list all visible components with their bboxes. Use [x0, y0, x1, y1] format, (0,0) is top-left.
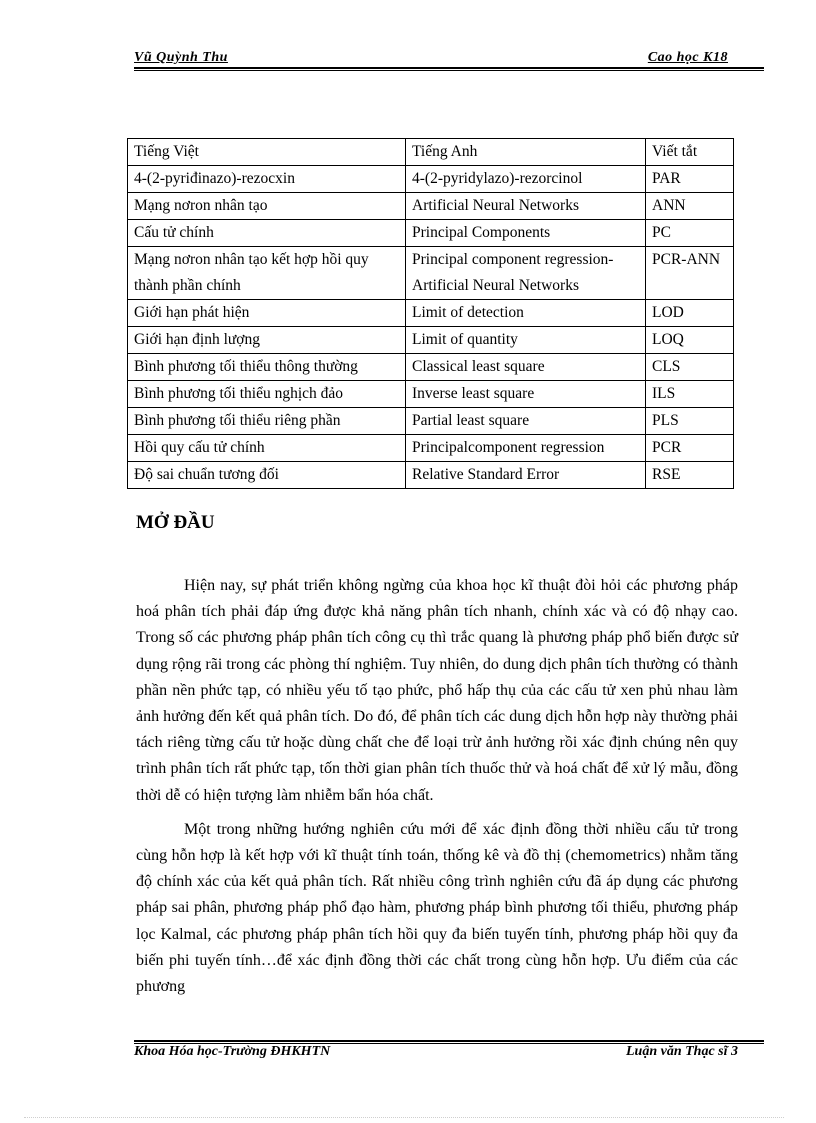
table-cell-abbreviation: LOQ [646, 327, 734, 354]
table-cell-vietnamese: Bình phương tối thiểu thông thường [128, 354, 406, 381]
paragraph: Hiện nay, sự phát triển không ngừng của khoa học kĩ thuật đòi hỏi các phương pháp hoá phân tích phải đáp ứng được khả năng phân tích nhanh, chính xác và có độ nhạy cao. Trong số các phương pháp phân tích công cụ thì trắc quang là phương pháp phổ biến được sử dụng rộng rãi trong các phòng thí nghiệm. Tuy nhiên, do dung dịch phân tích thường có thành phần nền phức tạp, có nhiều yếu tố tạo phức, phổ hấp thụ của các cấu tử xen phủ nhau làm ảnh hưởng đến kết quả phân tích. Do đó, để phân tích các dung dịch hỗn hợp này thường phải tách riêng từng cấu tử hoặc dùng chất che để loại trừ ảnh hưởng rồi xác định chúng nên quy trình phân tích rất phức tạp, tốn thời gian phân tích thuốc thử và hoá chất để xử lý mẫu, đồng thời dễ có hiện tượng làm nhiễm bẩn hóa chất. [136, 577, 738, 804]
table-row [128, 327, 734, 354]
table-row [128, 220, 734, 247]
table-cell-english: Artificial Neural Networks [406, 193, 646, 220]
header-author: Vũ Quỳnh Thu [134, 50, 228, 65]
header-rule-thick [134, 67, 764, 69]
table-cell-english: Principalcomponent regression [406, 435, 646, 462]
table-cell-english: 4-(2-pyridylazo)-rezorcinol [406, 166, 646, 193]
table-cell-abbreviation: CLS [646, 354, 734, 381]
table-cell-english: Principal component regression- Artificial Neural Networks [406, 247, 646, 300]
page-edge-divider [24, 1117, 784, 1118]
table-cell-abbreviation: PC [646, 220, 734, 247]
table-row [128, 462, 734, 489]
table-row [128, 166, 734, 193]
footer-institution: Khoa Hóa học-Trường ĐHKHTN [134, 1044, 331, 1059]
section-title: MỞ ĐẦU [136, 512, 215, 533]
table-cell-abbreviation: ANN [646, 193, 734, 220]
table-row [128, 435, 734, 462]
table-cell-english: Relative Standard Error [406, 462, 646, 489]
table-cell-vietnamese: Cấu tử chính [128, 220, 406, 247]
table-row [128, 408, 734, 435]
table-row [128, 193, 734, 220]
abbreviation-table [127, 138, 734, 489]
header-course: Cao học K18 [647, 50, 728, 65]
table-cell-vietnamese: Bình phương tối thiểu riêng phần [128, 408, 406, 435]
footer-rule-thick [134, 1040, 764, 1042]
table-row [128, 354, 734, 381]
table-cell-vietnamese: Giới hạn định lượng [128, 327, 406, 354]
page-header [134, 50, 764, 68]
page-footer [134, 1044, 764, 1064]
table-cell-abbreviation: PLS [646, 408, 734, 435]
table-cell-abbreviation: RSE [646, 462, 734, 489]
table-cell-english: Classical least square [406, 354, 646, 381]
table-cell-english: Limit of detection [406, 300, 646, 327]
table-cell-vietnamese: Giới hạn phát hiện [128, 300, 406, 327]
table-cell-abbreviation: PCR [646, 435, 734, 462]
body-text [136, 573, 738, 1008]
footer-thesis-page: Luận văn Thạc sĩ 3 [625, 1044, 738, 1059]
paragraph: Một trong những hướng nghiên cứu mới để xác định đồng thời nhiều cấu tử trong cùng hỗn hợp là kết hợp với kĩ thuật tính toán, thống kê và đồ thị (chemometrics) nhằm tăng độ chính xác của kết quả phân tích. Rất nhiều công trình nghiên cứu đã áp dụng các phương pháp sai phân, phương pháp phổ đạo hàm, phương pháp bình phương tối thiểu, phương pháp lọc Kalmal, các phương pháp phân tích hồi quy đa biến tuyến tính, phương pháp hồi quy đa biến phi tuyến tính…để xác định đồng thời các chất trong cùng hỗn hợp. Ưu điểm của các phương [136, 820, 738, 996]
table-cell-vietnamese: 4-(2-pyriđinazo)-rezocxin [128, 166, 406, 193]
table-header-row [128, 139, 734, 166]
table-cell-abbreviation: PCR-ANN [646, 247, 734, 300]
table-cell-vietnamese: Độ sai chuẩn tương đối [128, 462, 406, 489]
table-cell-vietnamese: Mạng nơron nhân tạo kết hợp hồi quy thành phần chính [128, 247, 406, 300]
table-cell-abbreviation: PAR [646, 166, 734, 193]
table-cell-abbreviation: LOD [646, 300, 734, 327]
table-cell-abbreviation: ILS [646, 381, 734, 408]
table-cell-vietnamese: Mạng nơron nhân tạo [128, 193, 406, 220]
table-header-cell: Viết tắt [646, 139, 734, 166]
table-cell-english: Partial least square [406, 408, 646, 435]
table-header-cell: Tiếng Anh [406, 139, 646, 166]
table-header-cell: Tiếng Việt [128, 139, 406, 166]
table-row [128, 247, 734, 300]
table-cell-english: Principal Components [406, 220, 646, 247]
table-row [128, 381, 734, 408]
header-rule-thin [134, 70, 764, 71]
table-cell-english: Inverse least square [406, 381, 646, 408]
table-cell-vietnamese: Bình phương tối thiểu nghịch đảo [128, 381, 406, 408]
table-cell-english: Limit of quantity [406, 327, 646, 354]
table-row [128, 300, 734, 327]
table-cell-vietnamese: Hồi quy cấu tử chính [128, 435, 406, 462]
